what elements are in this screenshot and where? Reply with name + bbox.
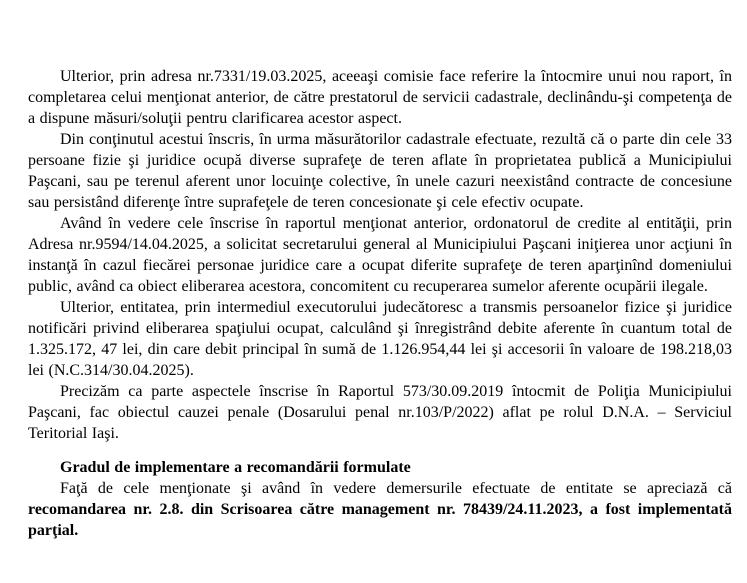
conclusion-bold-text: recomandarea nr. 2.8. din Scrisoarea către management nr. 78439/24.11.2023, a fost implementată parţial. (28, 501, 732, 539)
conclusion-normal-text: Faţă de cele menţionate şi având în vedere demersurile efectuate de entitate se apreciază că (60, 480, 732, 497)
paragraph-debite-executor: Ulterior, entitatea, prin intermediul executorului judecătoresc a transmis persoanelor fizice şi juridice notificări privind eliberarea spaţiului ocupat, calculând şi înregistrând debite aferente în cuantum total de 1.325.172, 47 lei, din care debit principal în sumă de 1.126.954,44 lei şi accesorii în valoare de 198.218,03 lei (N.C.314/30.04.2025). (28, 299, 732, 379)
paragraph-raport-573-dna: Precizăm ca parte aspectele înscrise în Raportul 573/30.09.2019 întocmit de Poliţia Municipiului Paşcani, fac obiectul cauzei penale (Dosarului penal nr.103/P/2022) aflat pe rolul D.N.A. – Serviciul Teritorial Iaşi. (28, 383, 732, 442)
conclusion-paragraph (28, 478, 732, 541)
paragraph-masuratori-cadastrale: Din conţinutul acestui înscris, în urma măsurătorilor cadastrale efectuate, rezultă că o parte din cele 33 persoane fizie şi juridice ocupă diverse suprafeţe de teren aflate în proprietatea publică a Municipiului Paşcani, sau pe terenul aferent unor locuinţe colective, în unele cazuri neexistând contracte de concesiune sau persistând diferenţe între suprafeţele de teren concesionate şi cele efectiv ocupate. (28, 131, 732, 211)
section-heading-grad-implementare: Gradul de implementare a recomandării formulate (60, 459, 411, 476)
paragraph-adresa-9594: Având în vedere cele înscrise în raportul menţionat anterior, ordonatorul de credite al entităţii, prin Adresa nr.9594/14.04.2025, a solicitat secretarului general al Municipiului Paşcani iniţierea unor acţiuni în instanţă în cazul fiecărei personae juridice care a ocupat diferite suprafeţe de teren aparţinînd domeniului public, având ca obiect eliberarea acestora, concomitent cu recuperarea sumelor aferente ocupării ilegale. (28, 215, 732, 295)
paragraph-adresa-7331: Ulterior, prin adresa nr.7331/19.03.2025, aceeaşi comisie face referire la întocmire unui nou raport, în completarea celui menţionat anterior, de către prestatorul de servicii cadastrale, declinându-şi competenţa de a dispune măsuri/soluţii pentru clarificarea acestor aspect. (28, 68, 732, 127)
